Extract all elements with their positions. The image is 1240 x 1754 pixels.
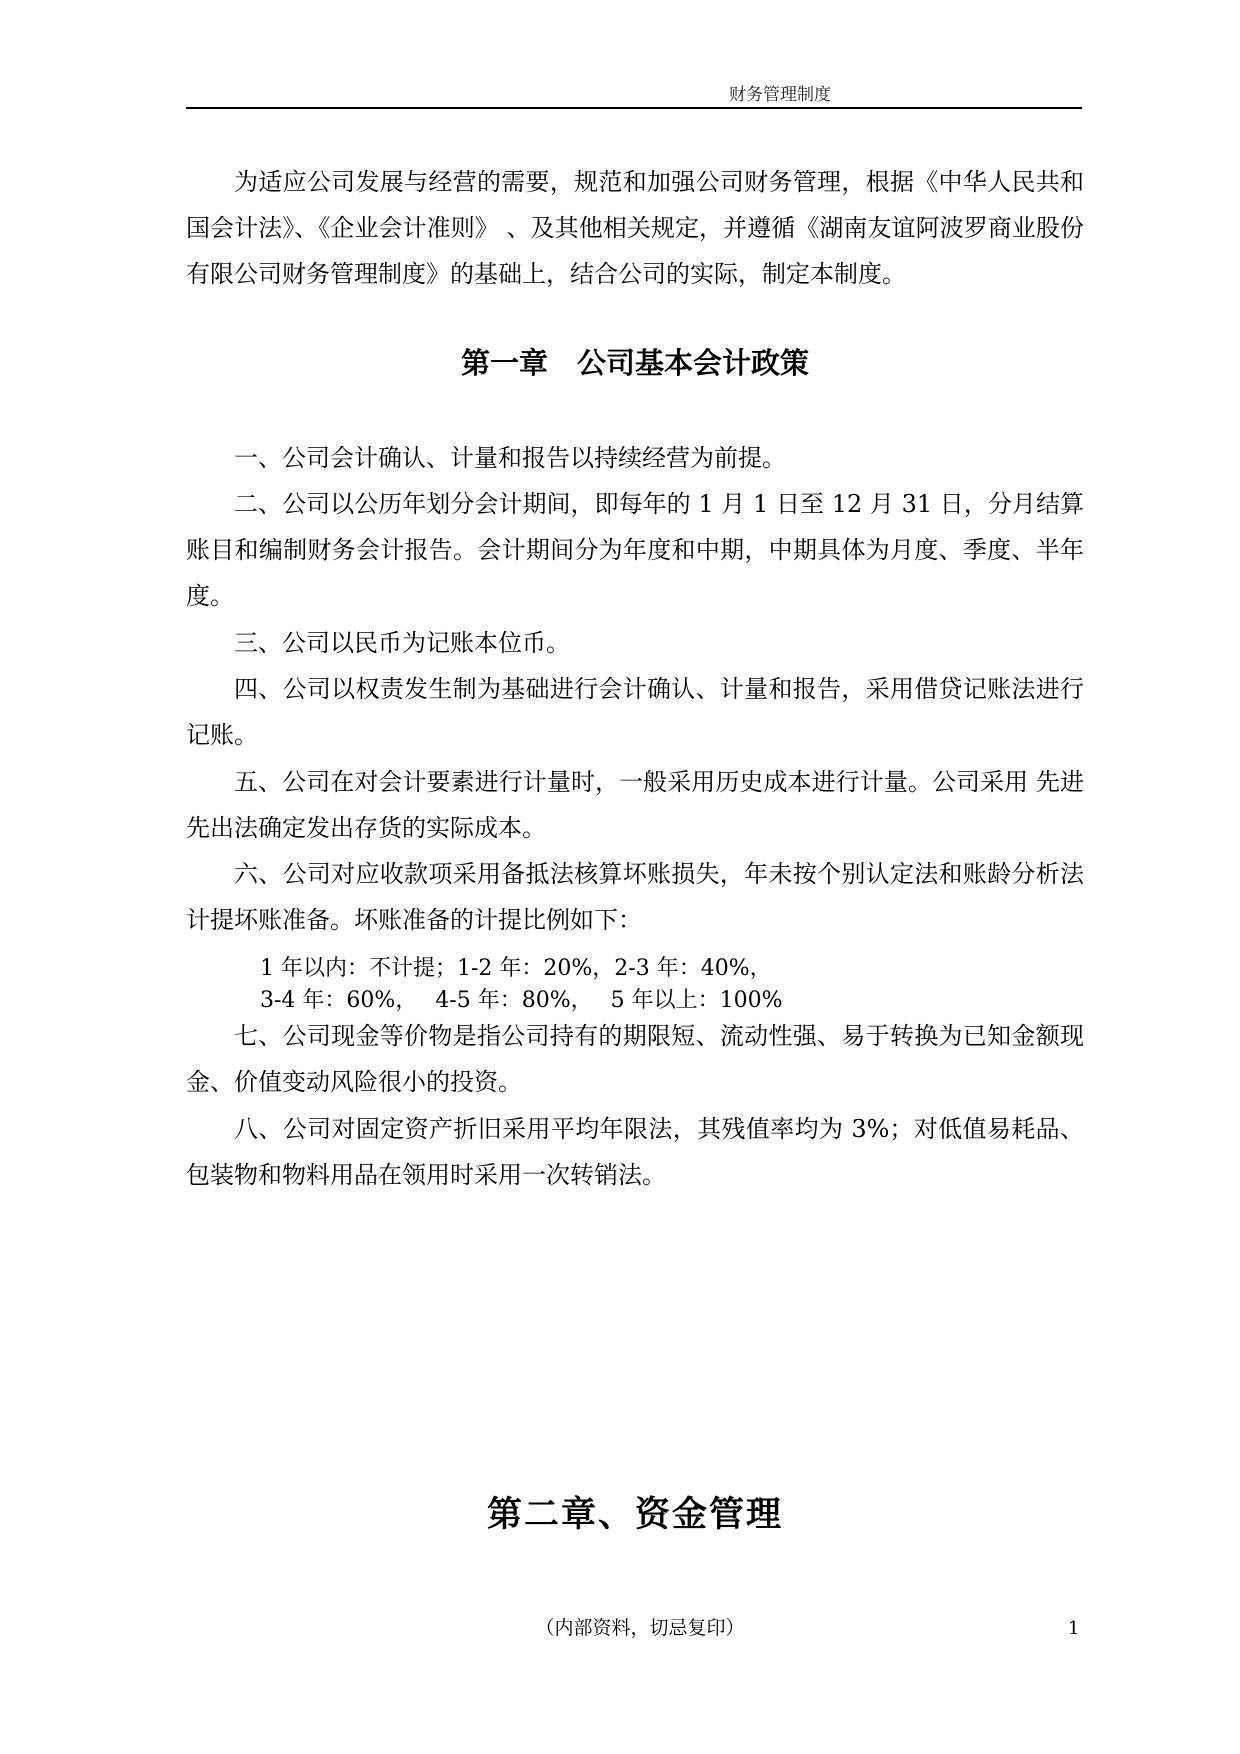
policy-item-3: 三、公司以民币为记账本位币。: [234, 629, 570, 657]
chapter-1-title: 第一章 公司基本会计政策: [460, 346, 809, 380]
policy-item-5: 五、公司在对会计要素进行计量时，一般采用历史成本进行计量。公司采用 先进先出法确定发出存货的实际成本。: [186, 768, 1084, 842]
intro-paragraph: 为适应公司发展与经营的需要，规范和加强公司财务管理，根据《中华人民共和国会计法》、《企业会计准则》 、及其他相关规定，并遵循《湖南友谊阿波罗商业股份有限公司财务管理制度》的基础上，结合公司的实际，制定本制度。: [186, 168, 1084, 288]
policy-item-8: 八、公司对固定资产折旧采用平均年限法，其残值率均为 3%；对低值易耗品、包装物和物料用品在领用时采用一次转销法。: [186, 1115, 1084, 1189]
policy-item-6: 六、公司对应收款项采用备抵法核算坏账损失，年未按个别认定法和账龄分析法计提坏账准备。坏账准备的计提比例如下：: [186, 860, 1084, 934]
header-title: 财务管理制度: [729, 85, 831, 105]
footer-note: （内部资料，切忌复印）: [535, 1617, 745, 1639]
bad-debt-ratio-line: 3-4 年：60%， 4-5 年：80%， 5 年以上：100%: [260, 988, 783, 1013]
page-number: 1: [1068, 1618, 1080, 1639]
chapter-2-title: 第二章、资金管理: [486, 1495, 783, 1535]
policy-item-7: 七、公司现金等价物是指公司持有的期限短、流动性强、易于转换为已知金额现金、价值变动风险很小的投资。: [186, 1022, 1084, 1096]
policy-item-4: 四、公司以权责发生制为基础进行会计确认、计量和报告，采用借贷记账法进行记账。: [186, 675, 1084, 749]
bad-debt-ratio-line: 1 年以内：不计提；1-2 年：20%，2-3 年：40%，: [260, 956, 772, 981]
policy-item-1: 一、公司会计确认、计量和报告以持续经营为前提。: [234, 444, 786, 472]
header-divider: [186, 107, 1082, 109]
policy-item-2: 二、公司以公历年划分会计期间，即每年的 1 月 1 日至 12 月 31 日，分月结算账目和编制财务会计报告。会计期间分为年度和中期，中期具体为月度、季度、半年度。: [186, 490, 1084, 610]
